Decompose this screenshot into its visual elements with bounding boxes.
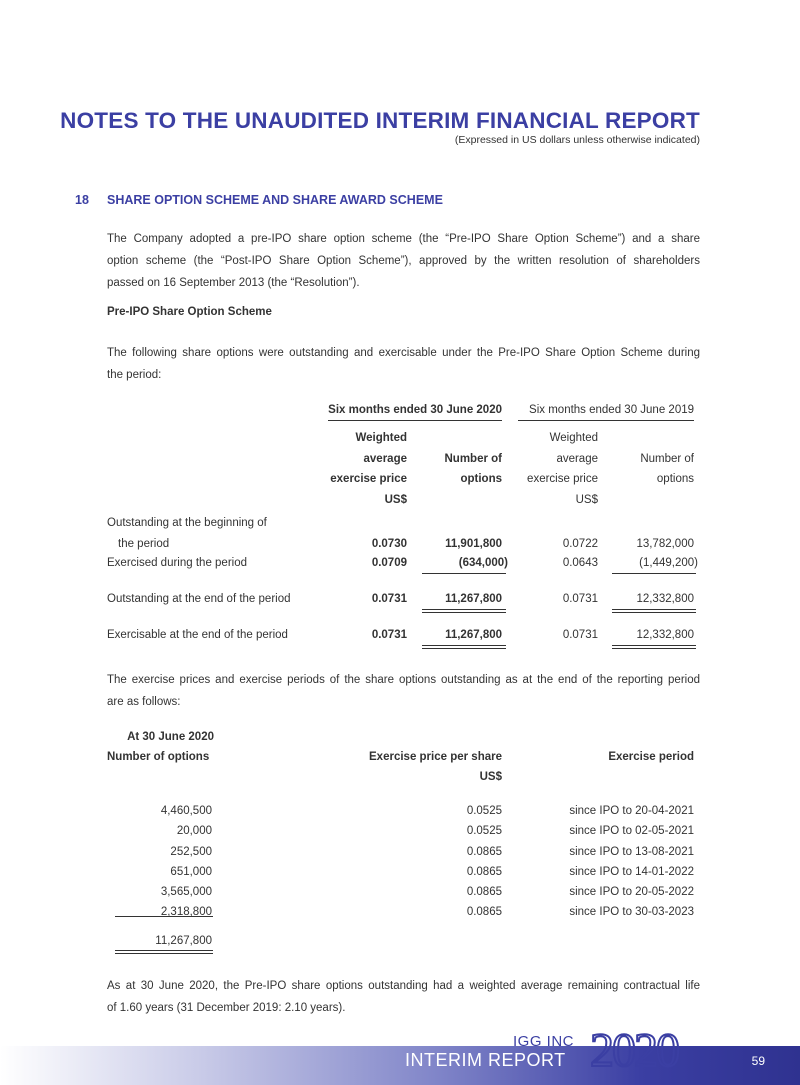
header-line: options — [460, 473, 502, 485]
option-price: 0.0865 — [466, 845, 502, 858]
row-label: Outstanding at the beginning of — [107, 517, 267, 529]
header-line: Number of — [444, 452, 502, 465]
exercise-line: The exercise prices and exercise periods of the share options outstanding as at the end of the reporting period — [107, 674, 700, 686]
option-count: 4,460,500 — [160, 805, 212, 817]
table-row — [107, 902, 707, 922]
year-logo-text: 2020 — [590, 1024, 678, 1076]
exercise-line: are as follows: — [107, 696, 181, 708]
option-price: 0.0865 — [466, 865, 502, 878]
header-line: average — [556, 452, 598, 465]
price-2019: 0.0731 — [562, 629, 598, 641]
price-2020: 0.0730 — [371, 538, 407, 550]
option-count: 3,565,000 — [160, 886, 212, 899]
weighted-avg-header-2019 — [500, 428, 598, 510]
total-rule-2020 — [422, 645, 506, 649]
header-line: US$ — [575, 493, 598, 506]
remaining-life-line: As at 30 June 2020, the Pre-IPO share options outstanding had a weighted average remaining contractual life — [107, 980, 700, 992]
table-row — [107, 882, 707, 902]
total-rule — [115, 950, 213, 954]
row-label: Exercisable at the end of the period — [107, 629, 288, 641]
page-number: 59 — [751, 1054, 765, 1068]
option-price: 0.0865 — [466, 886, 502, 899]
option-count: 651,000 — [170, 865, 212, 878]
option-price: 0.0865 — [466, 906, 502, 919]
number-2019: (1,449,200) — [639, 557, 698, 569]
number-2019: 12,332,800 — [636, 593, 694, 605]
option-period: since IPO to 14-01-2022 — [569, 865, 694, 878]
exercise-period-header: Exercise period — [608, 751, 694, 763]
row-label: Outstanding at the end of the period — [107, 593, 291, 605]
header-line: average — [363, 452, 407, 465]
footer-report-label: INTERIM REPORT — [405, 1050, 566, 1070]
date-header: At 30 June 2020 — [127, 731, 214, 743]
option-period: since IPO to 13-08-2021 — [569, 845, 694, 858]
intro-paragraph — [107, 228, 700, 294]
option-price: 0.0525 — [466, 805, 502, 817]
option-period: since IPO to 02-05-2021 — [569, 825, 694, 838]
number-2019: 12,332,800 — [636, 629, 694, 641]
number-options-header-2020 — [420, 449, 502, 490]
option-period: since IPO to 20-05-2022 — [569, 886, 694, 899]
remaining-life-paragraph — [107, 975, 700, 1019]
number-2020: (634,000) — [458, 557, 508, 569]
page-title: NOTES TO THE UNAUDITED INTERIM FINANCIAL REPORT — [60, 108, 700, 133]
pre-ipo-heading: Pre-IPO Share Option Scheme — [107, 306, 272, 318]
exercise-price-header: Exercise price per share — [369, 751, 502, 763]
pre-ipo-line: The following share options were outstanding and exercisable under the Pre-IPO Share Option Scheme during — [107, 347, 700, 359]
options-table — [107, 801, 707, 923]
intro-line: The Company adopted a pre-IPO share option scheme (the “Pre-IPO Share Option Scheme”) and a share — [107, 233, 700, 245]
year-logo — [586, 1024, 726, 1076]
price-2019: 0.0643 — [562, 557, 598, 569]
number-options-header-2019 — [610, 449, 694, 490]
pre-ipo-paragraph — [107, 342, 700, 386]
subtotal-rule-2019 — [612, 573, 696, 574]
number-2020: 11,267,800 — [445, 629, 502, 641]
table-row — [107, 801, 707, 821]
number-options-header: Number of options — [107, 751, 210, 763]
price-2019: 0.0731 — [562, 593, 598, 605]
period-2019-rule — [518, 420, 694, 421]
option-count: 2,318,800 — [160, 906, 212, 919]
total-rule-2019 — [612, 645, 696, 649]
subtotal-rule-2020 — [422, 573, 506, 574]
table-row — [107, 821, 707, 841]
header-line: options — [656, 473, 694, 485]
header-line: Weighted — [549, 432, 598, 444]
price-2020: 0.0731 — [371, 593, 407, 605]
header-line: US$ — [384, 493, 407, 506]
section-number: 18 — [75, 193, 89, 207]
options-total: 11,267,800 — [155, 935, 212, 947]
price-2020: 0.0731 — [371, 629, 407, 641]
period-2020-rule — [328, 420, 502, 421]
page-subtitle: (Expressed in US dollars unless otherwise indicated) — [454, 134, 700, 146]
period-2020-header: Six months ended 30 June 2020 — [328, 404, 502, 416]
remaining-life-line: of 1.60 years (31 December 2019: 2.10 years). — [107, 1002, 346, 1014]
option-count: 20,000 — [176, 825, 212, 838]
price-2019: 0.0722 — [562, 538, 598, 550]
exercise-price-unit: US$ — [479, 771, 502, 783]
option-price: 0.0525 — [466, 825, 502, 838]
price-2020: 0.0709 — [371, 557, 407, 569]
total-rule-2020 — [422, 609, 506, 613]
pre-ipo-line: the period: — [107, 369, 162, 381]
number-2020: 11,901,800 — [445, 538, 502, 550]
row-label: the period — [118, 538, 170, 550]
subtotal-rule — [115, 916, 213, 917]
intro-line: passed on 16 September 2013 (the “Resolution”). — [107, 277, 360, 289]
table-row — [107, 862, 707, 882]
total-rule-2019 — [612, 609, 696, 613]
header-line: Number of — [640, 452, 694, 465]
section-title: SHARE OPTION SCHEME AND SHARE AWARD SCHEME — [107, 193, 443, 207]
header-line: exercise price — [527, 473, 598, 485]
intro-line: option scheme (the “Post-IPO Share Option Scheme”), approved by the written resolution of shareholders — [107, 255, 700, 267]
footer-company: IGG INC — [513, 1033, 575, 1050]
table-row — [107, 842, 707, 862]
weighted-avg-header-2020 — [300, 428, 407, 510]
header-line: exercise price — [330, 473, 407, 485]
number-2019: 13,782,000 — [636, 538, 694, 550]
option-period: since IPO to 30-03-2023 — [569, 906, 694, 919]
row-label: Exercised during the period — [107, 557, 247, 569]
option-count: 252,500 — [170, 845, 212, 858]
number-2020: 11,267,800 — [445, 593, 502, 605]
header-line: Weighted — [355, 432, 407, 444]
exercise-paragraph — [107, 669, 700, 713]
period-2019-header: Six months ended 30 June 2019 — [529, 404, 694, 416]
option-period: since IPO to 20-04-2021 — [569, 805, 694, 817]
